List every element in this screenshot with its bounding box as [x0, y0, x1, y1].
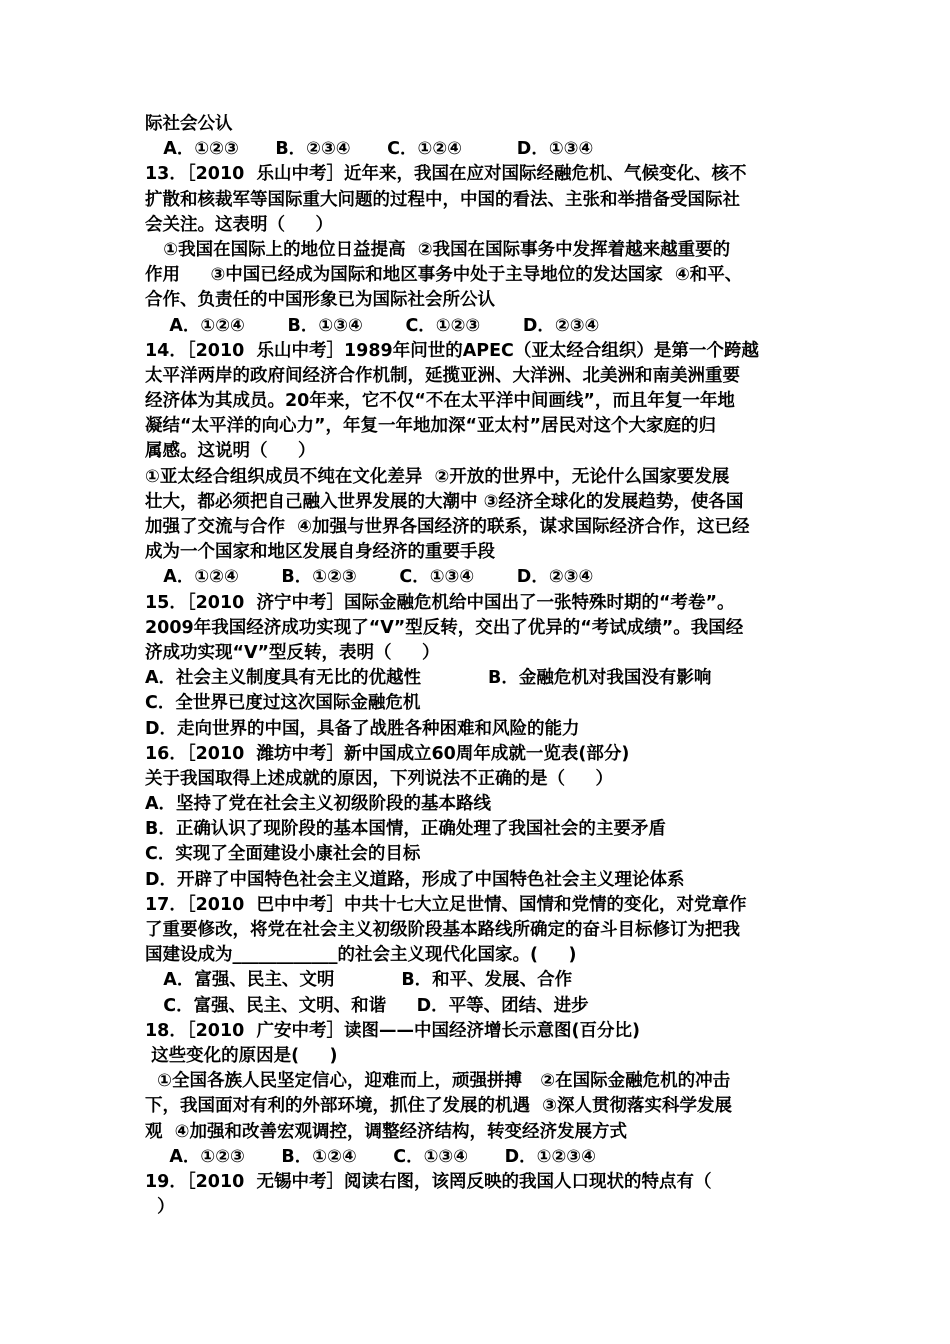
text-line: ①我国在国际上的地位日益提高 ②我国在国际事务中发挥着越来越重要的 — [145, 239, 731, 260]
text-line: 15．［2010 济宁中考］国际金融危机给中国出了一张特殊时期的“考卷”。 — [145, 592, 735, 613]
text-line: D．开辟了中国特色社会主义道路，形成了中国特色社会主义理论体系 — [145, 869, 685, 890]
text-line: A．①②④ B．①③④ C．①②③ D．②③④ — [145, 315, 600, 336]
text-line: 属感。这说明（ ） — [145, 441, 316, 462]
text-line: 壮大，都必须把自己融入世界发展的大潮中 ③经济全球化的发展趋势，使各国 — [145, 491, 744, 512]
text-line: 加强了交流与合作 ④加强与世界各国经济的联系，谋求国际经济合作，这已经 — [145, 517, 750, 537]
text-line: C．实现了全面建设小康社会的目标 — [145, 844, 421, 865]
text-line: 18．［2010 广安中考］读图——中国经济增长示意图(百分比) — [145, 1020, 640, 1041]
text-line: 16．［2010 潍坊中考］新中国成立60周年成就一览表(部分) — [145, 743, 630, 764]
text-line: C．富强、民主、文明、和谐 D．平等、团结、进步 — [145, 995, 589, 1016]
text-line: 合作、负责任的中国形象已为国际社会所公认 — [145, 290, 495, 311]
text-line: 19．［2010 无锡中考］阅读右图，该罔反映的我国人口现状的特点有（ — [145, 1171, 712, 1192]
text-line: 了重要修改，将党在社会主义初级阶段基本路线所确定的奋斗目标修订为把我 — [145, 920, 740, 940]
text-line: 关于我国取得上述成就的原因，下列说法不正确的是（ ） — [145, 768, 613, 789]
text-line: 际社会公认 — [145, 114, 233, 134]
text-line: ） — [145, 1197, 175, 1218]
text-line: A．①②③ B．②③④ C．①②④ D．①③④ — [145, 139, 594, 160]
text-line: 作用 ③中国已经成为国际和地区事务中处于主导地位的发达国家 ④和平、 — [145, 265, 743, 286]
text-line: 凝结“太平洋的向心力”，年复一年地加深“亚太村”居民对这个大家庭的归 — [145, 416, 717, 437]
text-line: A．坚持了党在社会主义初级阶段的基本路线 — [145, 794, 492, 815]
text-line: 14．［2010 乐山中考］1989年问世的APEC（亚太经合组织）是第一个跨越 — [145, 340, 759, 361]
text-line: 17．［2010 巴中中考］中共十七大立足世情、国情和党情的变化，对党章作 — [145, 894, 747, 915]
question-text — [145, 112, 815, 1220]
text-line: A．富强、民主、文明 B．和平、发展、合作 — [145, 970, 573, 991]
text-line: A．①②③ B．①②④ C．①③④ D．①②③④ — [145, 1146, 596, 1167]
text-line: ①亚太经合组织成员不纯在文化差异 ②开放的世界中，无论什么国家要发展 — [145, 466, 730, 487]
text-line: 经济体为其成员。20年来，它不仅“不在太平洋中间画线”，而且年复一年地 — [145, 391, 735, 412]
text-line: 下，我国面对有利的外部环境，抓住了发展的机遇 ③深人贯彻落实科学发展 — [145, 1096, 732, 1117]
text-line: 13．［2010 乐山中考］近年来，我国在应对国际经融危机、气候变化、核不 — [145, 164, 747, 185]
text-line: 这些变化的原因是( ) — [145, 1045, 338, 1066]
text-line: 2009年我国经济成功实现了“V”型反转，交出了优异的“考试成绩”。我国经 — [145, 617, 744, 638]
text-line: A．社会主义制度具有无比的优越性 B．金融危机对我国没有影响 — [145, 668, 712, 689]
text-line: 观 ④加强和改善宏观调控，调整经济结构，转变经济发展方式 — [145, 1121, 627, 1142]
text-line: 扩散和核裁军等国际重大问题的过程中，中国的看法、主张和举措备受国际社 — [145, 189, 740, 210]
text-line: ①全国各族人民坚定信心，迎难而上，顽强拼搏 ②在国际金融危机的冲击 — [145, 1071, 731, 1092]
text-line: 会关注。这表明（ ） — [145, 214, 333, 235]
text-line: 国建设成为____________的社会主义现代化国家。( ) — [145, 945, 577, 966]
text-line: D．走向世界的中国，具备了战胜各种困难和风险的能力 — [145, 718, 580, 739]
text-line: B．正确认识了现阶段的基本国情，正确处理了我国社会的主要矛盾 — [145, 819, 666, 840]
text-line: A．①②④ B．①②③ C．①③④ D．②③④ — [145, 567, 594, 588]
text-line: 成为一个国家和地区发展自身经济的重要手段 — [145, 542, 495, 563]
text-line: C．全世界已度过这次国际金融危机 — [145, 693, 421, 714]
text-line: 济成功实现“V”型反转，表明（ ） — [145, 642, 440, 663]
text-line: 太平洋两岸的政府间经济合作机制，延揽亚洲、大洋洲、北美洲和南美洲重要 — [145, 365, 740, 386]
